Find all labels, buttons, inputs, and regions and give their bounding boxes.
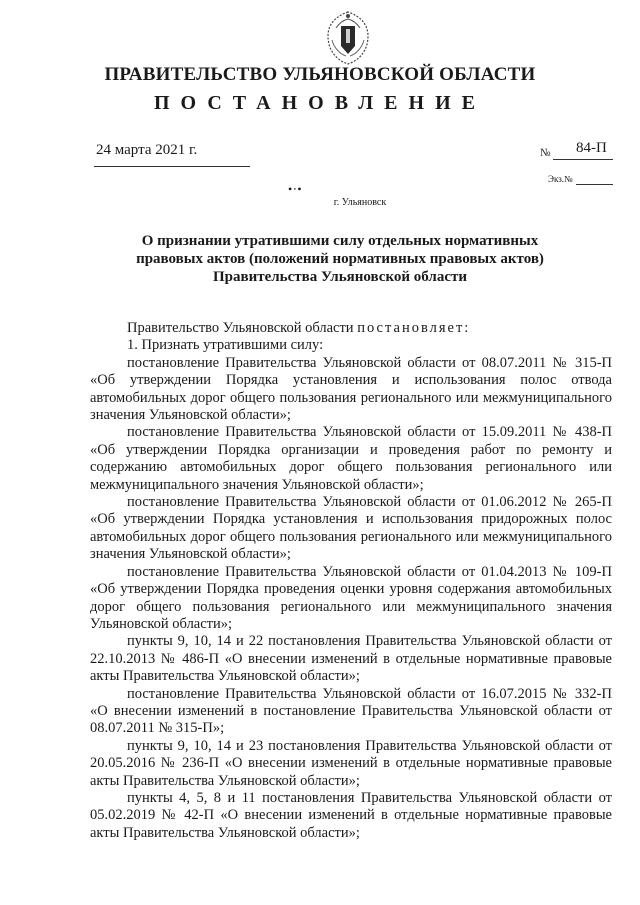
decorative-dots: •⸱• [288,182,303,196]
copy-number-underline [576,184,613,185]
body-paragraph: постановление Правительства Ульяновской области от 15.09.2011 № 438-П «Об утверждении Порядка организации и проведения работ по ремонту и содержанию автомобильных дорог общего пользования регионального или межмуниципального значения Ульяновской области»; [90,424,612,493]
document-title [110,232,570,286]
item-heading: 1. Признать утратившими силу: [127,337,324,354]
body-paragraph: постановление Правительства Ульяновской области от 01.06.2012 № 265-П «Об утверждении Порядка установления и использования придорожных полос автомобильных дорог общего пользования регионального или межмуниципального значения Ульяновской области»; [90,494,612,563]
document-type: ПОСТАНОВЛЕНИЕ [154,92,486,114]
body-paragraph: постановление Правительства Ульяновской области от 08.07.2011 № 315-П «Об утверждении Порядка установления и использования полос отвода автомобильных дорог общего пользования регионального или межмуниципального значения Ульяновской области»; [90,354,612,424]
body-paragraph: постановление Правительства Ульяновской области от 16.07.2015 № 332-П «О внесении изменений в постановление Правительства Ульяновской области от 08.07.2011 № 315-П»; [90,685,612,737]
body-paragraph: пункты 4, 5, 8 и 11 постановления Правительства Ульяновской области от 05.02.2019 № 42-П «О внесении изменений в отдельные нормативные правовые акты Правительства Ульяновской области»; [90,789,612,841]
document-body [90,320,612,842]
body-paragraph: постановление Правительства Ульяновской области от 01.04.2013 № 109-П «Об утверждении Порядка проведения оценки уровня содержания автомобильных дорог общего пользования регионального или межмуниципального значения Ульяновской области»; [90,563,612,632]
title-line: О признании утратившими силу отдельных нормативных [141,233,539,249]
copy-number-label: Экз.№ [548,174,573,184]
document-date: 24 марта 2021 г. [96,142,198,158]
document-number: 84-П [576,140,607,156]
body-paragraph: пункты 9, 10, 14 и 23 постановления Правительства Ульяновской области от 20.05.2016 № 236-П «О внесении изменений в отдельные нормативные правовые акты Правительства Ульяновской области»; [90,737,612,789]
city-name: г. Ульяновск [333,197,387,208]
intro-action: постановляет: [357,320,471,336]
organization-name: ПРАВИТЕЛЬСТВО УЛЬЯНОВСКОЙ ОБЛАСТИ [104,64,536,85]
title-line: Правительства Ульяновской области [212,269,468,285]
number-sign: № [540,147,551,159]
coat-of-arms-icon [322,10,374,66]
number-underline [553,159,613,160]
body-paragraph: пункты 9, 10, 14 и 22 постановления Правительства Ульяновской области от 22.10.2013 № 486-П «О внесении изменений в отдельные нормативные правовые акты Правительства Ульяновской области»; [90,633,612,685]
title-line: правовых актов (положений нормативных правовых актов) [136,251,544,267]
intro-paragraph [90,320,612,337]
date-underline [94,166,250,167]
intro-text: Правительство Ульяновской области [127,320,354,336]
